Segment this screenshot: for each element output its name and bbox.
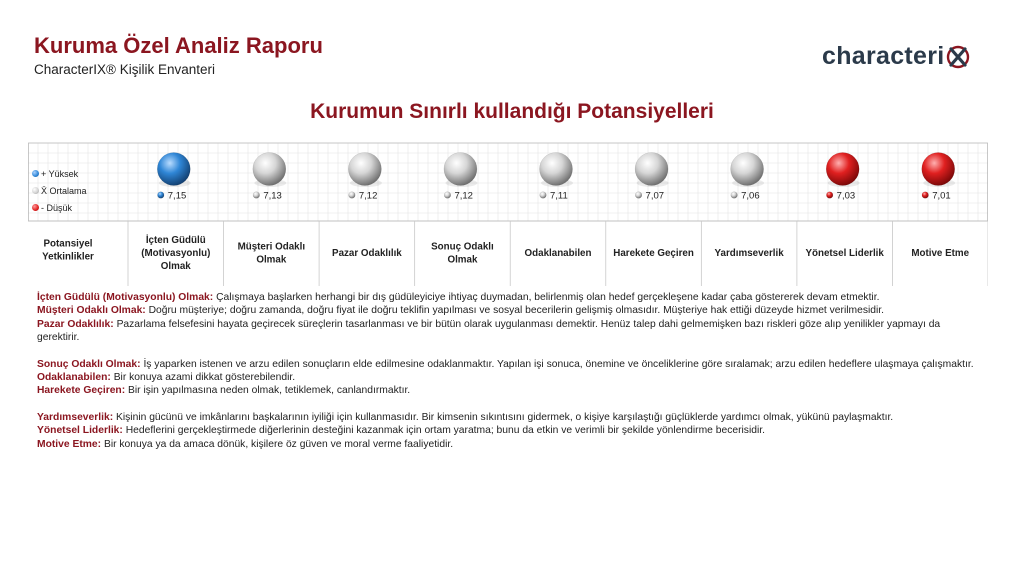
definition-term: İçten Güdülü (Motivasyonlu) Olmak:	[37, 292, 214, 303]
competency-label-line: Olmak	[447, 254, 478, 266]
definition-term: Motive Etme:	[37, 438, 102, 450]
value-label: 7,11	[550, 190, 568, 202]
definition-term: Odaklanabilen:	[37, 372, 111, 384]
competency-label	[715, 248, 785, 259]
definition-text: Pazarlama felsefesini hayata geçirecek süreçlerin tasarlanması ve bir bütün olarak uygulanması demektir. Henüz talep dahi gelmemişken bazı riskleri göze alıp yenilikler yapmayı da gerektirir.	[37, 318, 941, 344]
section-title: Kurumun Sınırlı kullandığı Potansiyelleri	[310, 100, 714, 123]
definition-8	[37, 438, 985, 451]
value-dot-average	[444, 192, 451, 199]
level-ball-average	[444, 153, 477, 186]
level-ball-high	[157, 153, 190, 186]
level-ball-average	[540, 153, 573, 186]
definitions	[37, 291, 985, 451]
competency-label-line: Motive Etme	[911, 248, 970, 259]
spacer	[37, 345, 985, 358]
potential-chart	[28, 141, 988, 286]
definition-text: Kişinin gücünü ve imkânlarını başkalarının iyiliği için kullanmasıdır. Bir kimsenin sıkıntısını gidermek, o kişiye karşılaştığı güçlüklerde yardımcı olmak, yükünü paylaşmaktır.	[113, 411, 894, 423]
definition-text: Hedeflerini gerçekleştirmede diğerlerinin desteğini kazanmak için ortam yaratma; bunu da etkin ve verimli bir şekilde yönlendirme becerisidir.	[122, 425, 765, 437]
definition-0	[37, 291, 985, 304]
definition-text: Bir konuya azami dikkat gösterebilendir.	[110, 372, 296, 384]
competency-label	[332, 248, 402, 259]
legend-high-label: + Yüksek	[41, 168, 79, 179]
definition-4	[37, 371, 985, 384]
level-ball-average	[348, 153, 381, 186]
logo-text: characteri	[822, 41, 945, 70]
legend-low-label: - Düşük	[41, 202, 73, 213]
value-dot-average	[349, 192, 356, 199]
level-ball-average	[635, 153, 668, 186]
definition-6	[37, 411, 985, 424]
competency-label-line: Harekete Geçiren	[613, 248, 694, 259]
definition-text: Bir işin yapılmasına neden olmak, tetiklemek, canlandırmaktır.	[125, 385, 411, 397]
value-label: 7,12	[358, 190, 378, 202]
definition-2	[37, 318, 985, 345]
characterix-logo	[822, 38, 970, 74]
row-header-line: Potansiyel	[43, 238, 93, 250]
spacer	[37, 398, 985, 411]
value-dot-average	[540, 192, 547, 199]
competency-label-line: Olmak	[160, 261, 191, 272]
competency-label-line: Müşteri Odaklı	[237, 241, 306, 253]
row-header-line: Yetkinlikler	[42, 251, 94, 263]
value-label: 7,03	[836, 190, 856, 202]
value-label: 7,01	[932, 190, 951, 202]
definition-term: Pazar Odaklılık:	[37, 318, 114, 330]
legend-average-label: X̄ Ortalama	[41, 185, 87, 196]
report-title: Kuruma Özel Analiz Raporu	[34, 33, 323, 58]
legend-high-dot-icon	[32, 170, 39, 177]
definition-1	[37, 304, 985, 317]
value-dot-low	[922, 192, 929, 199]
competency-label-line: Yardımseverlik	[714, 248, 784, 259]
legend-average-dot-icon	[32, 187, 39, 194]
definition-3	[37, 358, 985, 371]
row-header-label	[42, 239, 94, 263]
competency-label	[238, 242, 306, 266]
competency-label-line: Olmak	[256, 254, 287, 266]
definition-term: Sonuç Odaklı Olmak:	[37, 358, 141, 370]
competency-label	[911, 248, 969, 259]
report-subtitle: CharacterIX® Kişilik Envanteri	[34, 62, 216, 77]
definition-text: Bir konuya ya da amaca dönük, kişilere öz güven ve moral verme faaliyetidir.	[101, 438, 454, 450]
competency-label	[431, 242, 494, 266]
definition-term: Harekete Geçiren:	[37, 385, 126, 397]
value-dot-average	[635, 192, 642, 199]
definition-term: Yönetsel Liderlik:	[37, 425, 123, 437]
legend-item-low	[32, 199, 87, 216]
legend-item-high	[32, 165, 87, 182]
competency-label-line: Odaklanabilen	[524, 248, 592, 259]
competency-label-line: Pazar Odaklılık	[332, 248, 402, 259]
value-label: 7,07	[645, 190, 665, 202]
competency-label	[805, 248, 884, 259]
legend-low-dot-icon	[32, 204, 39, 211]
value-dot-average	[253, 192, 260, 199]
level-ball-low	[826, 153, 859, 186]
definition-term: Müşteri Odaklı Olmak:	[37, 305, 146, 317]
definition-5	[37, 384, 985, 397]
value-label: 7,12	[454, 190, 473, 202]
competency-label	[613, 248, 694, 259]
value-dot-high	[157, 192, 164, 199]
definition-text: Doğru müşteriye; doğru zamanda, doğru fiyat ile doğru teklifin yapılması ve sosyal becerilerin gelişmiş olmasıdır. Müşteriye hak ettiği düzeyde hizmet verilmesidir.	[145, 305, 884, 317]
definition-text: Çalışmaya başlarken herhangi bir dış güdüleyiciye ihtiyaç duymadan, belirlenmiş olan hedef gerçekleşene kadar çaba göstererek devam etmektir.	[213, 292, 880, 303]
competency-label	[141, 235, 210, 272]
competency-label	[525, 248, 592, 259]
competency-label-line: Yönetsel Liderlik	[805, 248, 884, 259]
legend-item-average	[32, 182, 87, 199]
definition-7	[37, 424, 985, 437]
level-ball-average	[731, 153, 764, 186]
value-label: 7,06	[741, 190, 760, 202]
value-dot-low	[826, 192, 833, 199]
competency-label-line: (Motivasyonlu)	[141, 248, 211, 259]
level-ball-low	[922, 153, 955, 186]
competency-label-line: Sonuç Odaklı	[431, 241, 494, 253]
definition-text: İş yaparken istenen ve arzu edilen sonuçların elde edilmesine odaklanmaktır. Yapılan işi sonuca, önemine ve önceliklerine göre sıralamak; arzu edilen hedeflere ulaşmaya çalışmaktır.	[140, 358, 974, 370]
competency-label-line: İçten Güdülü	[145, 235, 206, 246]
level-ball-average	[253, 153, 286, 186]
definition-term: Yardımseverlik:	[37, 411, 114, 423]
value-label: 7,15	[167, 190, 187, 202]
value-dot-average	[731, 192, 738, 199]
legend	[32, 165, 87, 216]
logo-x-mark-icon	[946, 43, 970, 69]
value-label: 7,13	[263, 190, 282, 202]
